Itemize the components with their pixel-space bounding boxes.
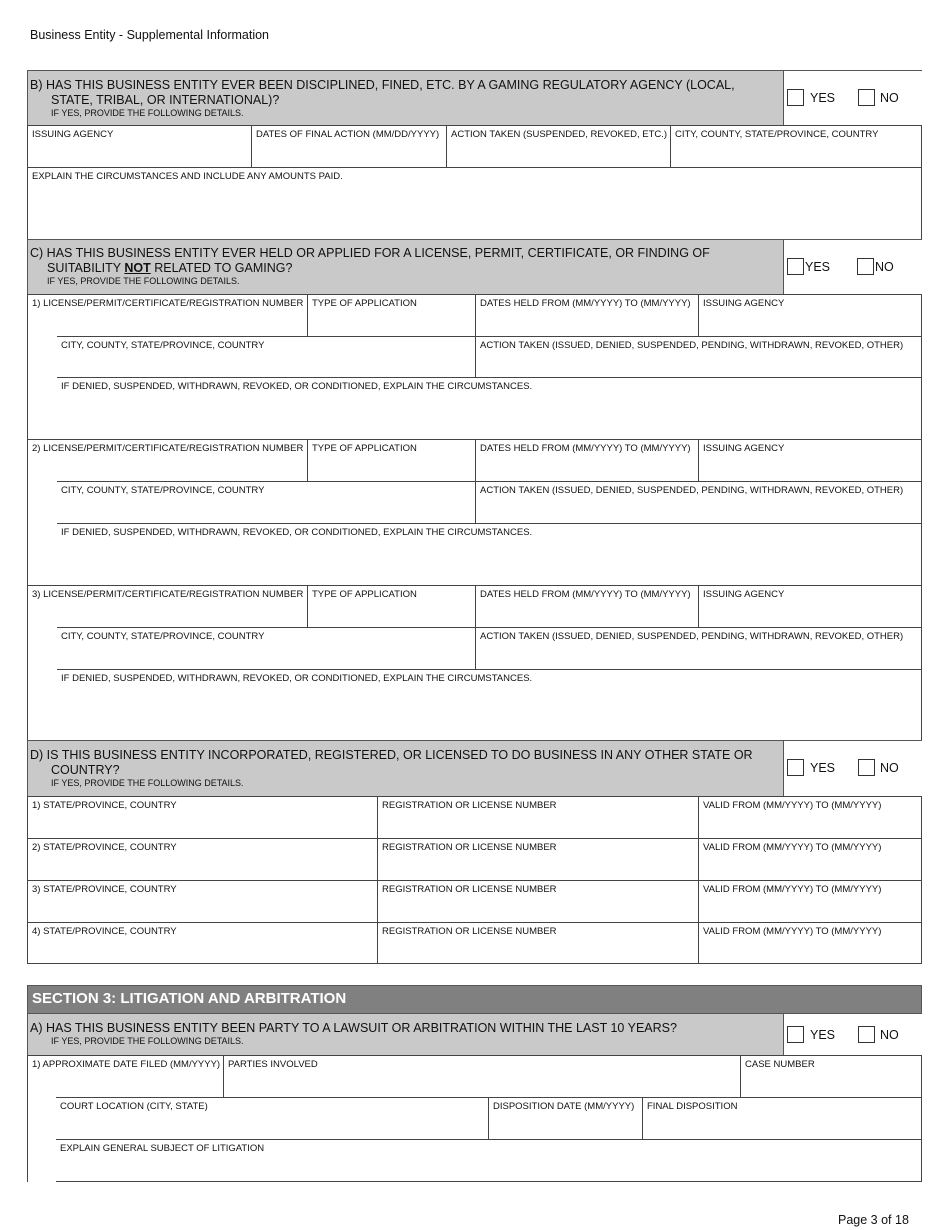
d4-reg-field[interactable]: [377, 922, 699, 964]
c2-dates-label: DATES HELD FROM (MM/YYYY) TO (MM/YYYY): [480, 443, 691, 454]
question-b-yes-label: YES: [810, 91, 836, 105]
c3-license-number-field[interactable]: [27, 585, 308, 628]
lit1-parties-field[interactable]: [223, 1055, 741, 1098]
d3-state-field[interactable]: [27, 880, 378, 923]
question-c-sub: IF YES, PROVIDE THE FOLLOWING DETAILS.: [47, 276, 240, 286]
question-b-no-checkbox[interactable]: [858, 89, 875, 106]
c1-action-field[interactable]: [475, 336, 922, 378]
d4-state-field[interactable]: [27, 922, 378, 964]
d3-reg-label: REGISTRATION OR LICENSE NUMBER: [382, 884, 557, 895]
question-c-yes-no: [783, 240, 922, 294]
lit1-explain-field[interactable]: [55, 1139, 922, 1182]
c1-type-field[interactable]: [307, 294, 476, 337]
lit1-court-field[interactable]: [55, 1097, 489, 1140]
question-d-no-label: NO: [880, 761, 899, 775]
d1-valid-label: VALID FROM (MM/YYYY) TO (MM/YYYY): [703, 800, 882, 811]
lit1-indent-bar: [27, 1097, 56, 1182]
b-action-taken-field[interactable]: [446, 125, 671, 168]
c2-dates-field[interactable]: [475, 439, 699, 482]
c2-city-field[interactable]: [56, 481, 476, 524]
d4-state-label: 4) STATE/PROVINCE, COUNTRY: [32, 926, 177, 937]
question-3a-sub: IF YES, PROVIDE THE FOLLOWING DETAILS.: [51, 1036, 244, 1046]
d1-valid-field[interactable]: [698, 796, 922, 839]
question-c-yes-checkbox[interactable]: [787, 258, 804, 275]
c1-city-field[interactable]: [56, 336, 476, 378]
question-3a-line1: A) HAS THIS BUSINESS ENTITY BEEN PARTY TO A LAWSUIT OR ARBITRATION WITHIN THE LAST 10 YEARS?: [30, 1021, 677, 1035]
section-3-header: [27, 985, 922, 1014]
c3-city-field[interactable]: [56, 627, 476, 670]
c3-explain-field[interactable]: [56, 669, 922, 741]
question-d-sub: IF YES, PROVIDE THE FOLLOWING DETAILS.: [51, 778, 244, 788]
question-d-line1: D) IS THIS BUSINESS ENTITY INCORPORATED, REGISTERED, OR LICENSED TO DO BUSINESS IN ANY OTHER STATE OR: [30, 748, 753, 762]
c1-dates-field[interactable]: [475, 294, 699, 337]
question-c-line2-end: RELATED TO GAMING?: [150, 261, 293, 275]
d1-reg-field[interactable]: [377, 796, 699, 839]
c3-explain-label: IF DENIED, SUSPENDED, WITHDRAWN, REVOKED, OR CONDITIONED, EXPLAIN THE CIRCUMSTANCES.: [61, 673, 533, 684]
c1-explain-field[interactable]: [56, 377, 922, 440]
page-number: Page 3 of 18: [838, 1213, 909, 1227]
c3-action-field[interactable]: [475, 627, 922, 670]
question-c-not-emphasis: NOT: [124, 261, 151, 275]
question-b-line1: B) HAS THIS BUSINESS ENTITY EVER BEEN DISCIPLINED, FINED, ETC. BY A GAMING REGULATORY AGENCY (LOCAL,: [30, 78, 735, 92]
question-b-sub: IF YES, PROVIDE THE FOLLOWING DETAILS.: [51, 108, 244, 118]
question-c-no-label: NO: [875, 260, 894, 274]
lit1-final-disposition-field[interactable]: [642, 1097, 922, 1140]
c3-dates-label: DATES HELD FROM (MM/YYYY) TO (MM/YYYY): [480, 589, 691, 600]
c3-type-label: TYPE OF APPLICATION: [312, 589, 417, 600]
d4-valid-field[interactable]: [698, 922, 922, 964]
d2-state-label: 2) STATE/PROVINCE, COUNTRY: [32, 842, 177, 853]
question-b-yes-no: [783, 71, 922, 125]
question-d-yes-no: [783, 741, 922, 796]
c3-agency-field[interactable]: [698, 585, 922, 628]
lit1-explain-label: EXPLAIN GENERAL SUBJECT OF LITIGATION: [60, 1143, 265, 1154]
c3-indent-bar: [27, 627, 57, 741]
page-header-title: Business Entity - Supplemental Information: [30, 28, 270, 42]
question-c-line2-start: SUITABILITY: [47, 261, 125, 275]
c3-city-label: CITY, COUNTY, STATE/PROVINCE, COUNTRY: [61, 631, 265, 642]
lit1-disposition-date-label: DISPOSITION DATE (MM/YYYY): [493, 1101, 635, 1112]
lit1-final-disposition-label: FINAL DISPOSITION: [647, 1101, 738, 1112]
c2-agency-field[interactable]: [698, 439, 922, 482]
d1-state-field[interactable]: [27, 796, 378, 839]
lit1-date-label: 1) APPROXIMATE DATE FILED (MM/YYYY): [32, 1059, 221, 1070]
c2-city-label: CITY, COUNTY, STATE/PROVINCE, COUNTRY: [61, 485, 265, 496]
b-explain-field[interactable]: [27, 167, 922, 240]
c3-license-number-label: 3) LICENSE/PERMIT/CERTIFICATE/REGISTRATION NUMBER: [32, 589, 304, 600]
lit1-parties-label: PARTIES INVOLVED: [228, 1059, 318, 1070]
d1-reg-label: REGISTRATION OR LICENSE NUMBER: [382, 800, 557, 811]
c2-explain-label: IF DENIED, SUSPENDED, WITHDRAWN, REVOKED, OR CONDITIONED, EXPLAIN THE CIRCUMSTANCES.: [61, 527, 533, 538]
c2-type-label: TYPE OF APPLICATION: [312, 443, 417, 454]
c2-type-field[interactable]: [307, 439, 476, 482]
d2-reg-field[interactable]: [377, 838, 699, 881]
d2-valid-field[interactable]: [698, 838, 922, 881]
question-d-bar: [27, 740, 922, 797]
question-3a-bar: [27, 1013, 922, 1056]
question-b-no-label: NO: [880, 91, 899, 105]
lit1-court-label: COURT LOCATION (CITY, STATE): [60, 1101, 208, 1112]
b-city-country-label: CITY, COUNTY, STATE/PROVINCE, COUNTRY: [675, 129, 879, 140]
lit1-date-field[interactable]: [27, 1055, 224, 1098]
section-3-title: SECTION 3: LITIGATION AND ARBITRATION: [32, 990, 347, 1007]
question-b-line2: STATE, TRIBAL, OR INTERNATIONAL)?: [51, 93, 280, 107]
d3-state-label: 3) STATE/PROVINCE, COUNTRY: [32, 884, 177, 895]
question-3a-yes-no: [783, 1014, 922, 1055]
c1-type-label: TYPE OF APPLICATION: [312, 298, 417, 309]
c1-agency-label: ISSUING AGENCY: [703, 298, 785, 309]
c1-city-label: CITY, COUNTY, STATE/PROVINCE, COUNTRY: [61, 340, 265, 351]
c1-explain-label: IF DENIED, SUSPENDED, WITHDRAWN, REVOKED, OR CONDITIONED, EXPLAIN THE CIRCUMSTANCES.: [61, 381, 533, 392]
d2-valid-label: VALID FROM (MM/YYYY) TO (MM/YYYY): [703, 842, 882, 853]
b-issuing-agency-field[interactable]: [27, 125, 252, 168]
c3-action-label: ACTION TAKEN (ISSUED, DENIED, SUSPENDED, PENDING, WITHDRAWN, REVOKED, OTHER): [480, 631, 904, 642]
question-b-yes-checkbox[interactable]: [787, 89, 804, 106]
c2-agency-label: ISSUING AGENCY: [703, 443, 785, 454]
c1-agency-field[interactable]: [698, 294, 922, 337]
lit1-case-label: CASE NUMBER: [745, 1059, 815, 1070]
c1-license-number-field[interactable]: [27, 294, 308, 337]
d2-reg-label: REGISTRATION OR LICENSE NUMBER: [382, 842, 557, 853]
d4-valid-label: VALID FROM (MM/YYYY) TO (MM/YYYY): [703, 926, 882, 937]
c2-action-label: ACTION TAKEN (ISSUED, DENIED, SUSPENDED, PENDING, WITHDRAWN, REVOKED, OTHER): [480, 485, 904, 496]
b-action-taken-label: ACTION TAKEN (SUSPENDED, REVOKED, ETC.): [451, 129, 668, 140]
question-d-no-checkbox[interactable]: [858, 759, 875, 776]
question-d-line2: COUNTRY?: [51, 763, 120, 777]
question-c-bar: [27, 239, 922, 295]
c3-agency-label: ISSUING AGENCY: [703, 589, 785, 600]
d3-reg-field[interactable]: [377, 880, 699, 923]
b-issuing-agency-label: ISSUING AGENCY: [32, 129, 114, 140]
c2-explain-field[interactable]: [56, 523, 922, 586]
c1-indent-bar: [27, 336, 57, 440]
question-d-yes-checkbox[interactable]: [787, 759, 804, 776]
b-dates-final-action-label: DATES OF FINAL ACTION (MM/DD/YYYY): [256, 129, 440, 140]
d4-reg-label: REGISTRATION OR LICENSE NUMBER: [382, 926, 557, 937]
question-b-bar: [27, 70, 922, 126]
c3-type-field[interactable]: [307, 585, 476, 628]
question-d-yes-label: YES: [810, 761, 836, 775]
c2-indent-bar: [27, 481, 57, 586]
c1-action-label: ACTION TAKEN (ISSUED, DENIED, SUSPENDED, PENDING, WITHDRAWN, REVOKED, OTHER): [480, 340, 904, 351]
c1-dates-label: DATES HELD FROM (MM/YYYY) TO (MM/YYYY): [480, 298, 691, 309]
question-c-line2: [47, 261, 292, 275]
d2-state-field[interactable]: [27, 838, 378, 881]
c2-license-number-field[interactable]: [27, 439, 308, 482]
d3-valid-label: VALID FROM (MM/YYYY) TO (MM/YYYY): [703, 884, 882, 895]
lit1-case-field[interactable]: [740, 1055, 922, 1098]
c3-dates-field[interactable]: [475, 585, 699, 628]
c2-action-field[interactable]: [475, 481, 922, 524]
question-c-no-checkbox[interactable]: [857, 258, 874, 275]
c1-license-number-label: 1) LICENSE/PERMIT/CERTIFICATE/REGISTRATION NUMBER: [32, 298, 304, 309]
b-dates-final-action-field[interactable]: [251, 125, 447, 168]
question-3a-no-label: NO: [880, 1028, 899, 1042]
b-city-country-field[interactable]: [670, 125, 922, 168]
c2-license-number-label: 2) LICENSE/PERMIT/CERTIFICATE/REGISTRATION NUMBER: [32, 443, 304, 454]
d3-valid-field[interactable]: [698, 880, 922, 923]
lit1-disposition-date-field[interactable]: [488, 1097, 643, 1140]
question-c-yes-label: YES: [805, 260, 831, 274]
d1-state-label: 1) STATE/PROVINCE, COUNTRY: [32, 800, 177, 811]
question-c-line1: C) HAS THIS BUSINESS ENTITY EVER HELD OR APPLIED FOR A LICENSE, PERMIT, CERTIFICATE, OR FINDING OF: [30, 246, 710, 260]
question-3a-no-checkbox[interactable]: [858, 1026, 875, 1043]
question-3a-yes-checkbox[interactable]: [787, 1026, 804, 1043]
b-explain-label: EXPLAIN THE CIRCUMSTANCES AND INCLUDE ANY AMOUNTS PAID.: [32, 171, 343, 182]
question-3a-yes-label: YES: [810, 1028, 836, 1042]
